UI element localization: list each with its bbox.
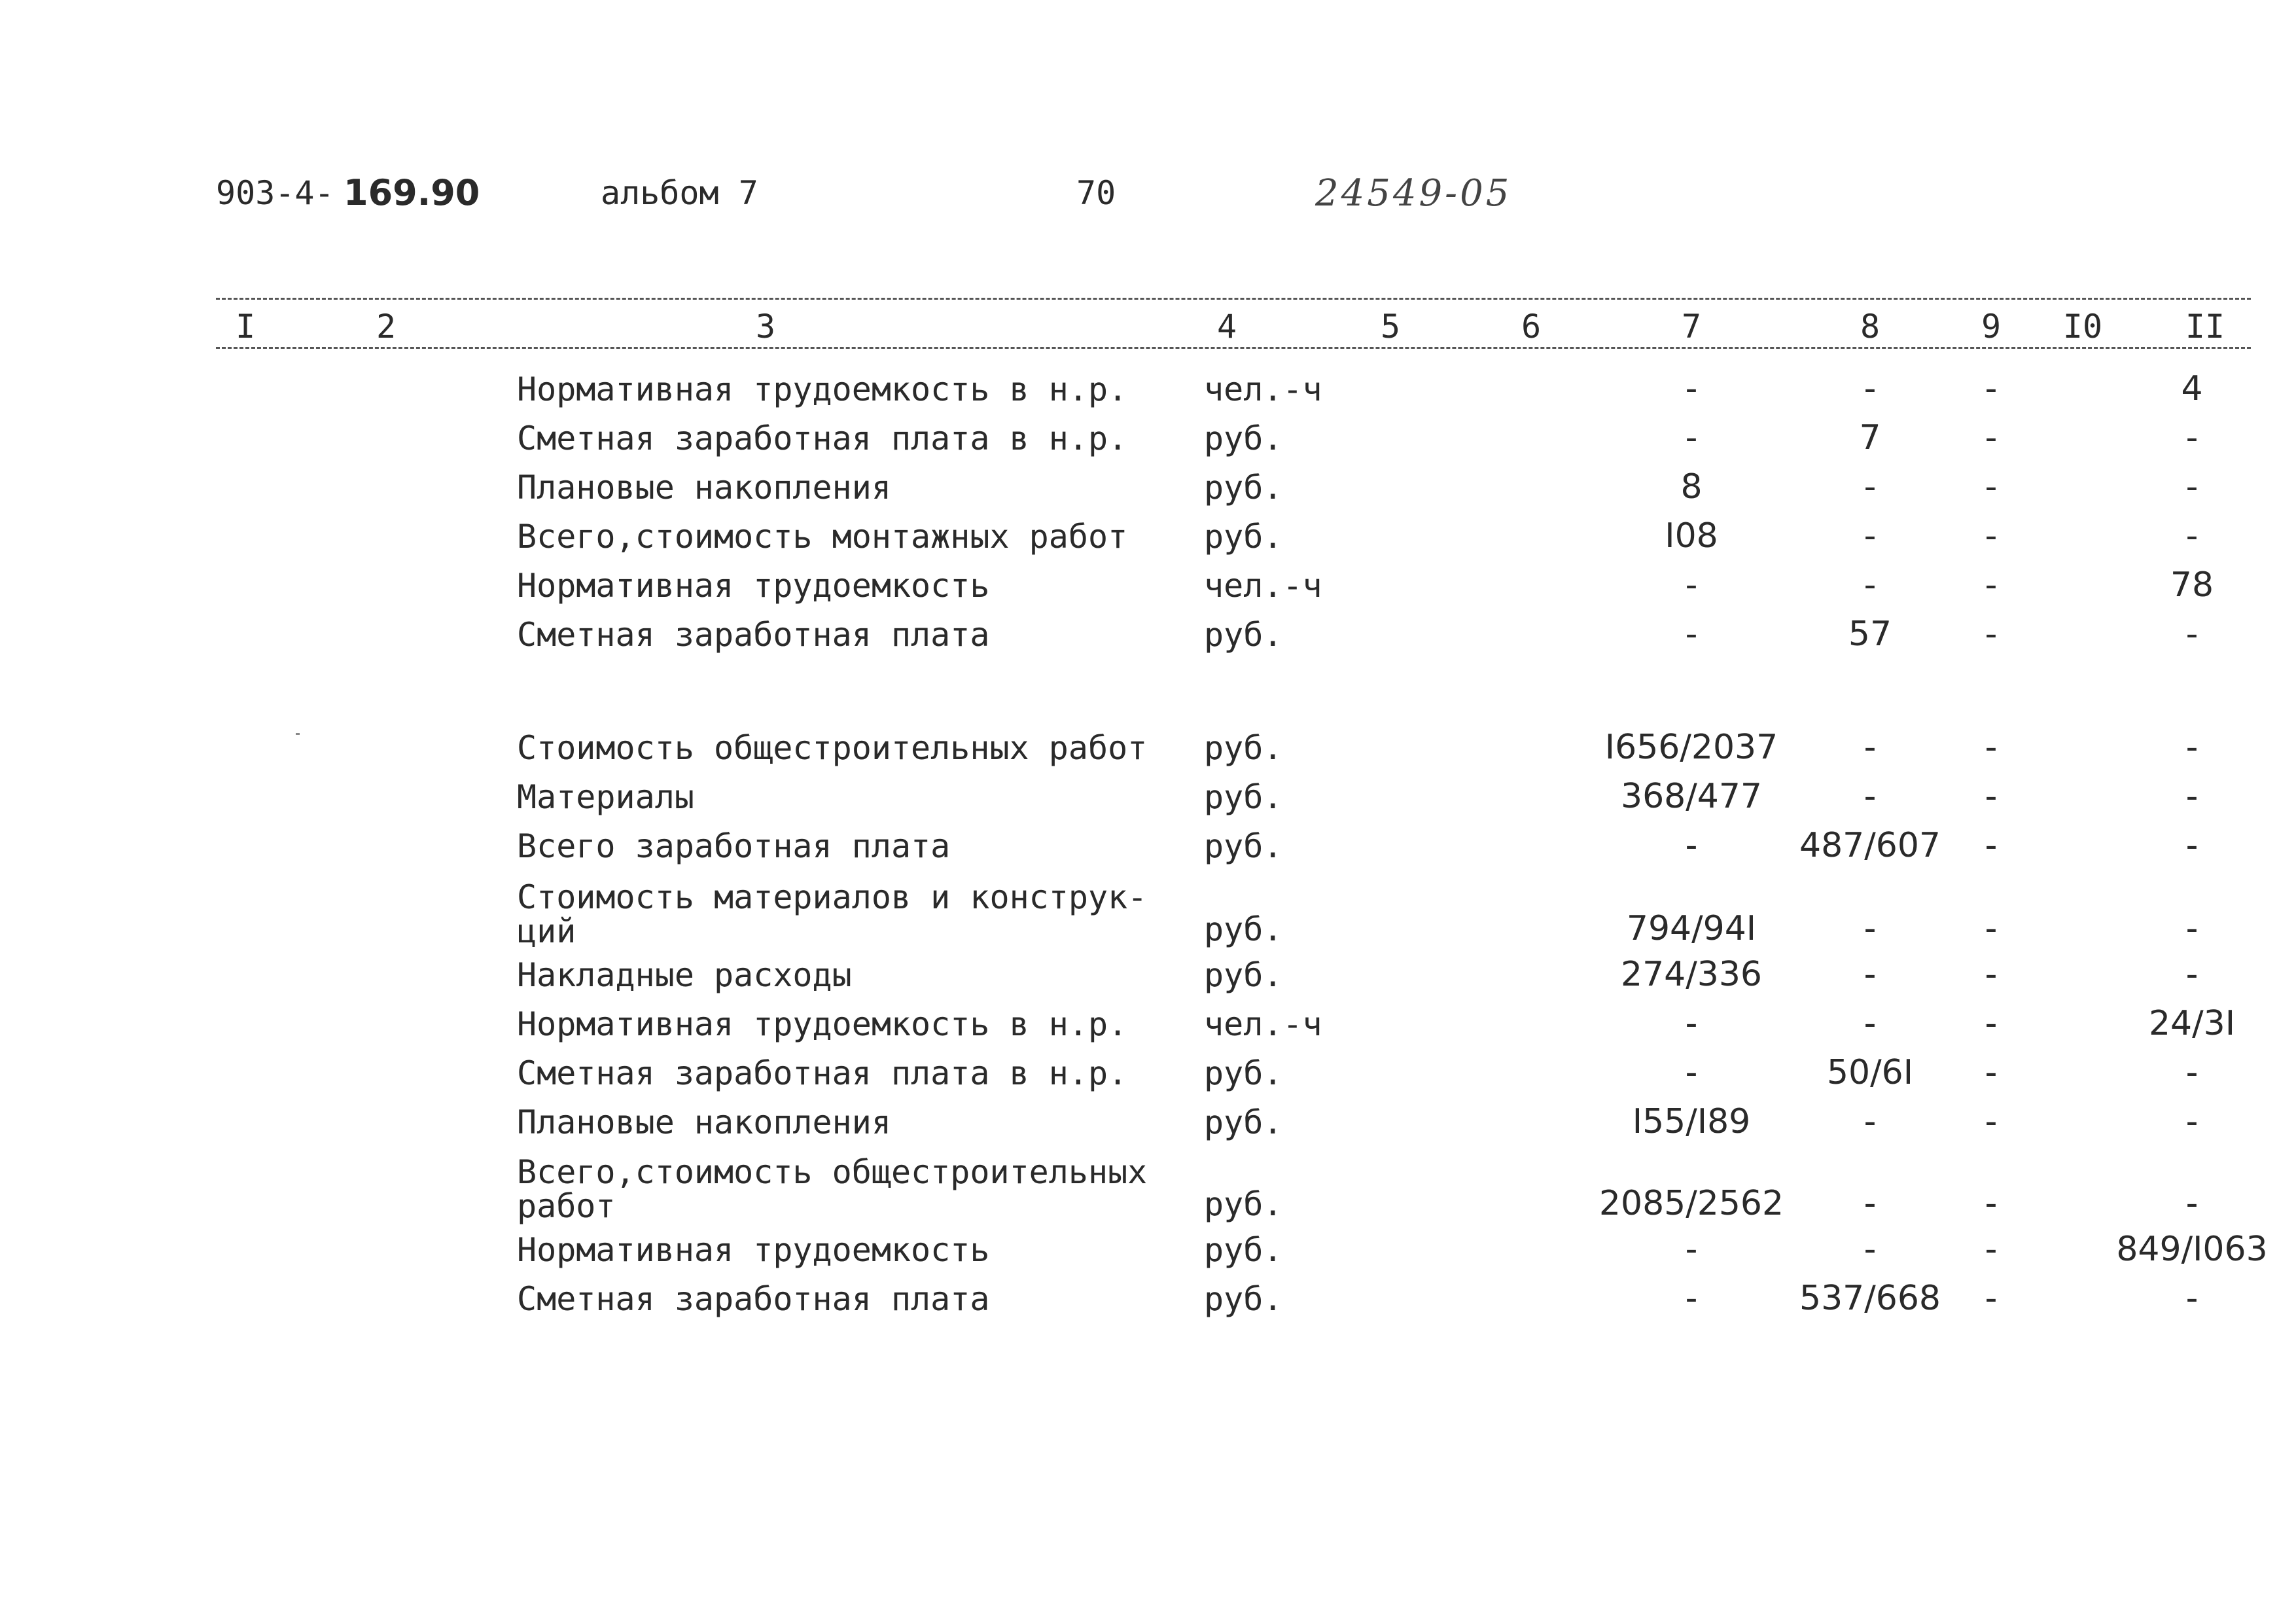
row-value-col11: - bbox=[2185, 1279, 2199, 1318]
row-value-col7: 368/477 bbox=[1620, 777, 1763, 816]
row-description-line: Всего,стоимость монтажных работ bbox=[517, 518, 1128, 556]
row-value-col7: - bbox=[1685, 615, 1698, 654]
row-value-col8: - bbox=[1863, 467, 1877, 507]
row-value-col8: 7 bbox=[1859, 418, 1881, 457]
page-number: 70 bbox=[1076, 174, 1116, 212]
row-value-col9: - bbox=[1985, 728, 1998, 767]
row-description-line: Нормативная трудоемкость bbox=[517, 1231, 990, 1269]
row-value-col9: - bbox=[1985, 369, 1998, 408]
row-value-col8: - bbox=[1863, 1102, 1877, 1141]
row-value-col8: 487/607 bbox=[1799, 826, 1941, 865]
row-description-line: Сметная заработная плата в н.р. bbox=[517, 1054, 1128, 1092]
row-description-line: Стоимость общестроительных работ bbox=[517, 729, 1148, 767]
row-description bbox=[517, 567, 990, 605]
row-value-col11: - bbox=[2185, 728, 2199, 767]
row-unit: руб. bbox=[1204, 1185, 1283, 1223]
row-value-col11: - bbox=[2185, 826, 2199, 865]
row-unit: руб. bbox=[1204, 778, 1283, 816]
row-value-col8: 57 bbox=[1848, 615, 1892, 654]
row-value-col7: - bbox=[1685, 369, 1698, 408]
row-description bbox=[517, 469, 891, 507]
row-value-col8: 50/6I bbox=[1826, 1053, 1914, 1092]
row-unit: руб. bbox=[1204, 1054, 1283, 1092]
row-description-line: Нормативная трудоемкость bbox=[517, 567, 990, 605]
row-value-col9: - bbox=[1985, 615, 1998, 654]
row-value-col11: - bbox=[2185, 1053, 2199, 1092]
row-description-line: Плановые накопления bbox=[517, 1103, 891, 1141]
row-value-col7: I656/2037 bbox=[1604, 728, 1778, 767]
row-value-col7: 2085/2562 bbox=[1598, 1184, 1784, 1223]
row-description-line: Сметная заработная плата в н.р. bbox=[517, 419, 1128, 457]
row-value-col11: - bbox=[2185, 516, 2199, 556]
row-description bbox=[517, 616, 990, 654]
row-value-col8: - bbox=[1863, 1184, 1877, 1223]
row-value-col11: - bbox=[2185, 955, 2199, 994]
row-value-col11: - bbox=[2185, 1184, 2199, 1223]
column-number-8: 8 bbox=[1860, 308, 1881, 346]
row-description-line: работ bbox=[517, 1187, 616, 1225]
row-unit: чел.-ч bbox=[1204, 1005, 1322, 1043]
row-description-line: ций bbox=[517, 912, 576, 950]
row-unit: руб. bbox=[1204, 419, 1283, 457]
row-unit: руб. bbox=[1204, 1103, 1283, 1141]
row-description bbox=[517, 729, 1148, 767]
header-bottom-rule bbox=[216, 347, 2251, 349]
handwritten-stamp: 24549-05 bbox=[1315, 172, 1512, 215]
row-unit: руб. bbox=[1204, 1231, 1283, 1269]
row-value-col7: - bbox=[1685, 1230, 1698, 1269]
row-value-col11: - bbox=[2185, 467, 2199, 507]
column-number-11: II bbox=[2185, 308, 2225, 346]
row-value-col7: - bbox=[1685, 565, 1698, 605]
row-value-col8: - bbox=[1863, 565, 1877, 605]
row-description-line: Накладные расходы bbox=[517, 956, 852, 994]
row-value-col11: - bbox=[2185, 1102, 2199, 1141]
row-value-col7: 8 bbox=[1680, 467, 1703, 507]
row-value-col8: - bbox=[1863, 516, 1877, 556]
column-number-9: 9 bbox=[1981, 308, 2002, 346]
row-description bbox=[517, 956, 852, 994]
row-value-col8: - bbox=[1863, 909, 1877, 948]
column-number-6: 6 bbox=[1521, 308, 1542, 346]
row-unit: чел.-ч bbox=[1204, 567, 1322, 605]
column-number-10: I0 bbox=[2062, 308, 2103, 346]
row-value-col7: - bbox=[1685, 826, 1698, 865]
column-number-1: I bbox=[235, 308, 256, 346]
row-description-line: Нормативная трудоемкость в н.р. bbox=[517, 1005, 1128, 1043]
row-description-line: Плановые накопления bbox=[517, 469, 891, 507]
column-number-2: 2 bbox=[376, 308, 397, 346]
row-unit: руб. bbox=[1204, 956, 1283, 994]
row-value-col9: - bbox=[1985, 418, 1998, 457]
row-unit: руб. bbox=[1204, 616, 1283, 654]
row-unit: руб. bbox=[1204, 910, 1283, 948]
row-value-col9: - bbox=[1985, 955, 1998, 994]
row-description bbox=[517, 778, 694, 816]
row-value-col8: - bbox=[1863, 1004, 1877, 1043]
row-value-col11: - bbox=[2185, 777, 2199, 816]
row-value-col7: - bbox=[1685, 1053, 1698, 1092]
row-description-line: Материалы bbox=[517, 778, 694, 816]
row-description-line: Всего заработная плата bbox=[517, 827, 951, 865]
row-value-col9: - bbox=[1985, 1102, 1998, 1141]
row-unit: руб. bbox=[1204, 729, 1283, 767]
row-description bbox=[517, 518, 1128, 556]
row-unit: чел.-ч bbox=[1204, 370, 1322, 408]
row-value-col7: - bbox=[1685, 1279, 1698, 1318]
row-value-col11: - bbox=[2185, 418, 2199, 457]
row-value-col8: - bbox=[1863, 777, 1877, 816]
row-unit: руб. bbox=[1204, 469, 1283, 507]
row-value-col9: - bbox=[1985, 1053, 1998, 1092]
row-value-col9: - bbox=[1985, 467, 1998, 507]
row-description-line: Сметная заработная плата bbox=[517, 1280, 990, 1318]
document-code-number: 169.90 bbox=[344, 172, 480, 213]
row-value-col7: 274/336 bbox=[1620, 955, 1763, 994]
row-description-line: Сметная заработная плата bbox=[517, 616, 990, 654]
row-value-col8: - bbox=[1863, 369, 1877, 408]
row-value-col9: - bbox=[1985, 1184, 1998, 1223]
column-number-4: 4 bbox=[1216, 308, 1237, 346]
row-value-col11: - bbox=[2185, 615, 2199, 654]
row-description-line: Нормативная трудоемкость в н.р. bbox=[517, 370, 1128, 408]
row-description-line: Всего,стоимость общестроительных bbox=[517, 1153, 1148, 1191]
row-value-col9: - bbox=[1985, 1004, 1998, 1043]
row-description bbox=[517, 1054, 1128, 1092]
row-value-col7: 794/94I bbox=[1626, 909, 1757, 948]
row-value-col9: - bbox=[1985, 777, 1998, 816]
album-label: альбом 7 bbox=[601, 174, 758, 212]
row-value-col9: - bbox=[1985, 826, 1998, 865]
column-number-5: 5 bbox=[1380, 308, 1401, 346]
row-value-col11: - bbox=[2185, 909, 2199, 948]
row-value-col7: - bbox=[1685, 418, 1698, 457]
column-number-7: 7 bbox=[1681, 308, 1702, 346]
row-description bbox=[517, 1231, 990, 1269]
scan-speck bbox=[296, 733, 300, 735]
row-value-col9: - bbox=[1985, 516, 1998, 556]
row-value-col8: - bbox=[1863, 728, 1877, 767]
row-value-col8: - bbox=[1863, 1230, 1877, 1269]
document-code-prefix: 903-4- bbox=[216, 174, 334, 212]
row-value-col9: - bbox=[1985, 1230, 1998, 1269]
column-number-3: 3 bbox=[755, 308, 776, 346]
header-top-rule bbox=[216, 298, 2251, 300]
row-description bbox=[517, 880, 1147, 948]
row-value-col11: 4 bbox=[2181, 369, 2203, 408]
row-description bbox=[517, 1103, 891, 1141]
row-value-col8: - bbox=[1863, 955, 1877, 994]
row-value-col7: - bbox=[1685, 1004, 1698, 1043]
row-value-col9: - bbox=[1985, 1279, 1998, 1318]
row-unit: руб. bbox=[1204, 1280, 1283, 1318]
row-value-col9: - bbox=[1985, 909, 1998, 948]
row-unit: руб. bbox=[1204, 827, 1283, 865]
row-value-col11: 78 bbox=[2170, 565, 2214, 605]
row-value-col8: 537/668 bbox=[1799, 1279, 1941, 1318]
row-value-col11: 849/I063 bbox=[2116, 1230, 2268, 1269]
row-unit: руб. bbox=[1204, 518, 1283, 556]
row-description-line: Стоимость материалов и конструк- bbox=[517, 878, 1148, 916]
row-description bbox=[517, 1005, 1128, 1043]
row-description bbox=[517, 370, 1128, 408]
row-value-col11: 24/3I bbox=[2148, 1004, 2236, 1043]
row-description bbox=[517, 1280, 990, 1318]
row-value-col7: I08 bbox=[1665, 516, 1718, 556]
row-description bbox=[517, 1155, 1147, 1223]
row-description bbox=[517, 419, 1128, 457]
row-value-col9: - bbox=[1985, 565, 1998, 605]
row-description bbox=[517, 827, 951, 865]
row-value-col7: I55/I89 bbox=[1632, 1102, 1751, 1141]
